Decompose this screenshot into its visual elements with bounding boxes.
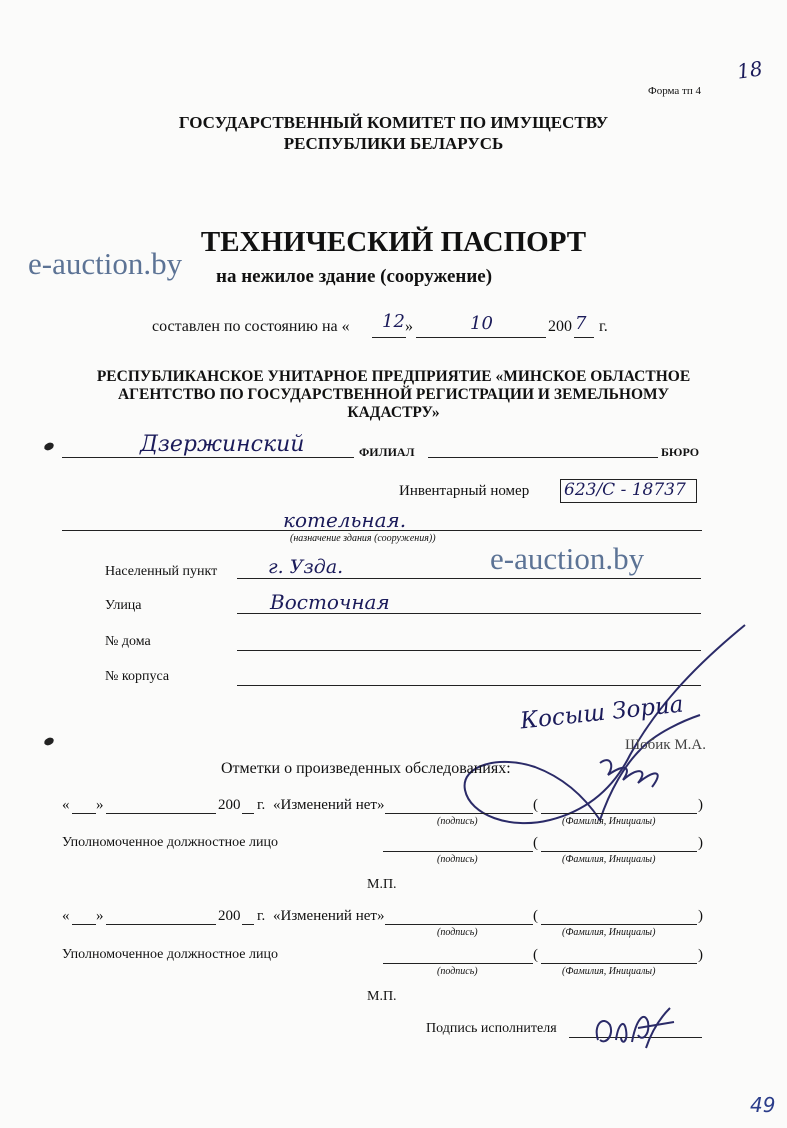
inspection-1-official-name-caption: (Фамилия, Инициалы)	[562, 854, 656, 865]
inspection-1-name-underline	[541, 813, 697, 814]
inspection-2-year-underline	[242, 924, 254, 925]
inspection-1-official-name-close: )	[698, 835, 703, 851]
building-label: № корпуса	[105, 669, 170, 684]
inspection-1-sign-underline	[385, 813, 533, 814]
inspection-1-close-quote: »	[96, 797, 104, 813]
inspection-1-official-name-open: (	[533, 835, 538, 851]
committee-line-1: ГОСУДАРСТВЕННЫЙ КОМИТЕТ ПО ИМУЩЕСТВУ	[178, 113, 609, 132]
form-label: Форма тп 4	[648, 85, 701, 97]
date-prefix: составлен по состоянию на «	[152, 318, 350, 335]
inspection-2-name-caption: (Фамилия, Инициалы)	[562, 927, 656, 938]
inspection-1-day-underline	[72, 813, 96, 814]
inspection-1-open-quote: «	[62, 797, 70, 813]
inspection-2-year-suffix: г.	[257, 908, 266, 924]
inspection-2-official-name-close: )	[698, 947, 703, 963]
inspection-2-official-name-open: (	[533, 947, 538, 963]
branch-underline	[62, 457, 354, 458]
inspection-2-official-name-underline	[541, 963, 697, 964]
left-bullet-mark	[43, 736, 55, 747]
organization-line-1: РЕСПУБЛИКАНСКОЕ УНИТАРНОЕ ПРЕДПРИЯТИЕ «МИНСКОЕ ОБЛАСТНОЕ	[96, 368, 691, 385]
inspection-2-day-underline	[72, 924, 96, 925]
signature-scribble	[440, 615, 760, 845]
inspection-1-name-close: )	[698, 797, 703, 813]
watermark-top: e-auction.by	[28, 246, 183, 281]
inspection-1-sign-caption: (подпись)	[437, 816, 478, 827]
inventory-value: 623/С - 18737	[564, 480, 686, 500]
inspection-2-official-label: Уполномоченное должностное лицо	[62, 947, 278, 962]
inspection-2-open-quote: «	[62, 908, 70, 924]
page-subtitle: на нежилое здание (сооружение)	[216, 266, 493, 287]
inspection-2-close-quote: »	[96, 908, 104, 924]
date-year-digit: 7	[575, 313, 587, 334]
locality-label: Населенный пункт	[105, 564, 218, 579]
inventory-label: Инвентарный номер	[399, 483, 530, 499]
inspection-1-year: 200	[218, 797, 241, 813]
purpose-value: котельная.	[283, 508, 407, 532]
inspection-1-official-label: Уполномоченное должностное лицо	[62, 835, 278, 850]
inspection-1-month-underline	[106, 813, 216, 814]
date-month: 10	[470, 313, 493, 334]
inspection-2-sign-caption: (подпись)	[437, 927, 478, 938]
corner-sheet-number: 18	[735, 56, 764, 84]
branch-value: Дзержинский	[140, 432, 305, 457]
inspection-2-stamp-label: М.П.	[367, 989, 397, 1004]
locality-underline	[237, 578, 701, 579]
inspections-heading: Отметки о произведенных обследованиях:	[221, 760, 511, 777]
inspection-2-official-name-caption: (Фамилия, Инициалы)	[562, 966, 656, 977]
inspection-2-official-sign-underline	[383, 963, 533, 964]
inspection-2-official-sign-caption: (подпись)	[437, 966, 478, 977]
year-underline	[574, 337, 594, 338]
date-year-prefix: 200	[548, 318, 572, 335]
street-value: Восточная	[270, 590, 390, 614]
bureau-underline	[428, 457, 658, 458]
inspection-1-year-underline	[242, 813, 254, 814]
inspection-1-name-caption: (Фамилия, Инициалы)	[562, 816, 656, 827]
inspection-2-year: 200	[218, 908, 241, 924]
page-number: 49	[750, 1093, 776, 1117]
watermark-middle: e-auction.by	[490, 541, 645, 576]
inspection-2-name-open: (	[533, 908, 538, 924]
inspection-2-month-underline	[106, 924, 216, 925]
inspection-2-no-changes: «Изменений нет»	[273, 908, 385, 924]
date-day: 12	[382, 311, 405, 332]
executor-label: Подпись исполнителя	[426, 1021, 557, 1036]
inspection-1-year-suffix: г.	[257, 797, 266, 813]
inspection-1-name-open: (	[533, 797, 538, 813]
handwritten-signature: Косыш Зориа	[519, 691, 685, 735]
house-label: № дома	[105, 634, 151, 649]
inspection-1-stamp-label: М.П.	[367, 877, 397, 892]
bureau-label: БЮРО	[661, 445, 700, 459]
branch-label: ФИЛИАЛ	[359, 445, 415, 459]
printed-name: Шобик М.А.	[625, 737, 706, 753]
inspection-1-no-changes: «Изменений нет»	[273, 797, 385, 813]
date-close-quote: »	[405, 318, 413, 335]
date-suffix: г.	[599, 318, 608, 335]
inspection-1-official-name-underline	[541, 851, 697, 852]
inspection-2-name-underline	[541, 924, 697, 925]
organization-line-2: АГЕНТСТВО ПО ГОСУДАРСТВЕННОЙ РЕГИСТРАЦИИ И ЗЕМЕЛЬНОМУ	[117, 386, 670, 403]
organization-line-3: КАДАСТРУ»	[347, 404, 440, 421]
inspection-2-name-close: )	[698, 908, 703, 924]
street-label: Улица	[105, 598, 142, 613]
branch-bullet-mark	[43, 441, 55, 452]
month-underline	[416, 337, 546, 338]
page-title: ТЕХНИЧЕСКИЙ ПАСПОРТ	[200, 226, 587, 258]
purpose-caption: (назначение здания (сооружения))	[290, 533, 436, 544]
purpose-underline	[62, 530, 702, 531]
locality-value: г. Узда.	[268, 556, 344, 578]
inspection-2-sign-underline	[385, 924, 533, 925]
executor-signature	[588, 1000, 678, 1055]
inspection-1-official-sign-caption: (подпись)	[437, 854, 478, 865]
inspection-1-official-sign-underline	[383, 851, 533, 852]
day-underline	[372, 337, 406, 338]
committee-line-2: РЕСПУБЛИКИ БЕЛАРУСЬ	[283, 134, 504, 153]
